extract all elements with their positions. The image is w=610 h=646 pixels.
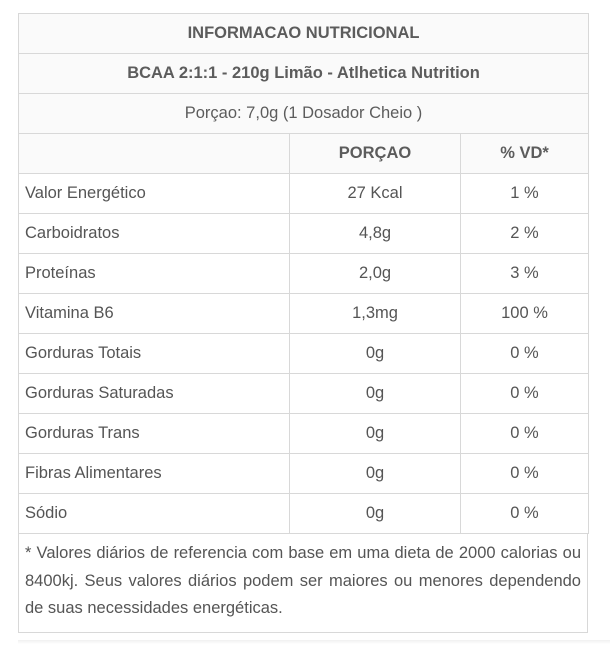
nutrient-name: Gorduras Totais (19, 334, 290, 374)
nutrient-daily-value: 3 % (461, 254, 589, 294)
nutrient-daily-value: 0 % (461, 334, 589, 374)
nutrient-daily-value: 2 % (461, 214, 589, 254)
table-row (19, 494, 589, 534)
portion-row (19, 94, 589, 134)
nutrient-name: Proteínas (19, 254, 290, 294)
nutrient-amount: 0g (290, 414, 461, 454)
nutrient-daily-value: 0 % (461, 414, 589, 454)
nutrition-table (18, 13, 589, 534)
bottom-divider (18, 640, 610, 644)
nutrient-amount: 1,3mg (290, 294, 461, 334)
table-title: INFORMACAO NUTRICIONAL (19, 14, 589, 54)
nutrient-name: Fibras Alimentares (19, 454, 290, 494)
nutrient-amount: 27 Kcal (290, 174, 461, 214)
nutrient-daily-value: 0 % (461, 454, 589, 494)
product-name: BCAA 2:1:1 - 210g Limão - Atlhetica Nutrition (19, 54, 589, 94)
nutrient-amount: 0g (290, 494, 461, 534)
table-row (19, 214, 589, 254)
nutrient-amount: 0g (290, 334, 461, 374)
table-row (19, 414, 589, 454)
nutrient-name: Gorduras Saturadas (19, 374, 290, 414)
portion-size: Porçao: 7,0g (1 Dosador Cheio ) (19, 94, 589, 134)
header-portion: PORÇAO (290, 134, 461, 174)
daily-value-footnote: * Valores diários de referencia com base em uma dieta de 2000 calorias ou 8400kj. Seus valores diários podem ser maiores ou menores dependendo de suas necessidades energéticas. (18, 534, 588, 633)
nutrient-daily-value: 0 % (461, 494, 589, 534)
nutrient-amount: 4,8g (290, 214, 461, 254)
header-daily-value: % VD* (461, 134, 589, 174)
header-row (19, 134, 589, 174)
table-row (19, 374, 589, 414)
nutrient-name: Sódio (19, 494, 290, 534)
table-row (19, 454, 589, 494)
nutrient-daily-value: 0 % (461, 374, 589, 414)
nutrient-name: Gorduras Trans (19, 414, 290, 454)
nutrient-name: Carboidratos (19, 214, 290, 254)
nutrient-amount: 0g (290, 454, 461, 494)
table-row (19, 254, 589, 294)
table-row (19, 334, 589, 374)
table-row (19, 294, 589, 334)
nutrient-daily-value: 100 % (461, 294, 589, 334)
nutrient-name: Valor Energético (19, 174, 290, 214)
table-row (19, 174, 589, 214)
product-row (19, 54, 589, 94)
nutrient-daily-value: 1 % (461, 174, 589, 214)
nutrition-facts-panel (18, 13, 588, 633)
title-row (19, 14, 589, 54)
nutrient-amount: 2,0g (290, 254, 461, 294)
header-nutrient (19, 134, 290, 174)
nutrient-amount: 0g (290, 374, 461, 414)
nutrient-name: Vitamina B6 (19, 294, 290, 334)
